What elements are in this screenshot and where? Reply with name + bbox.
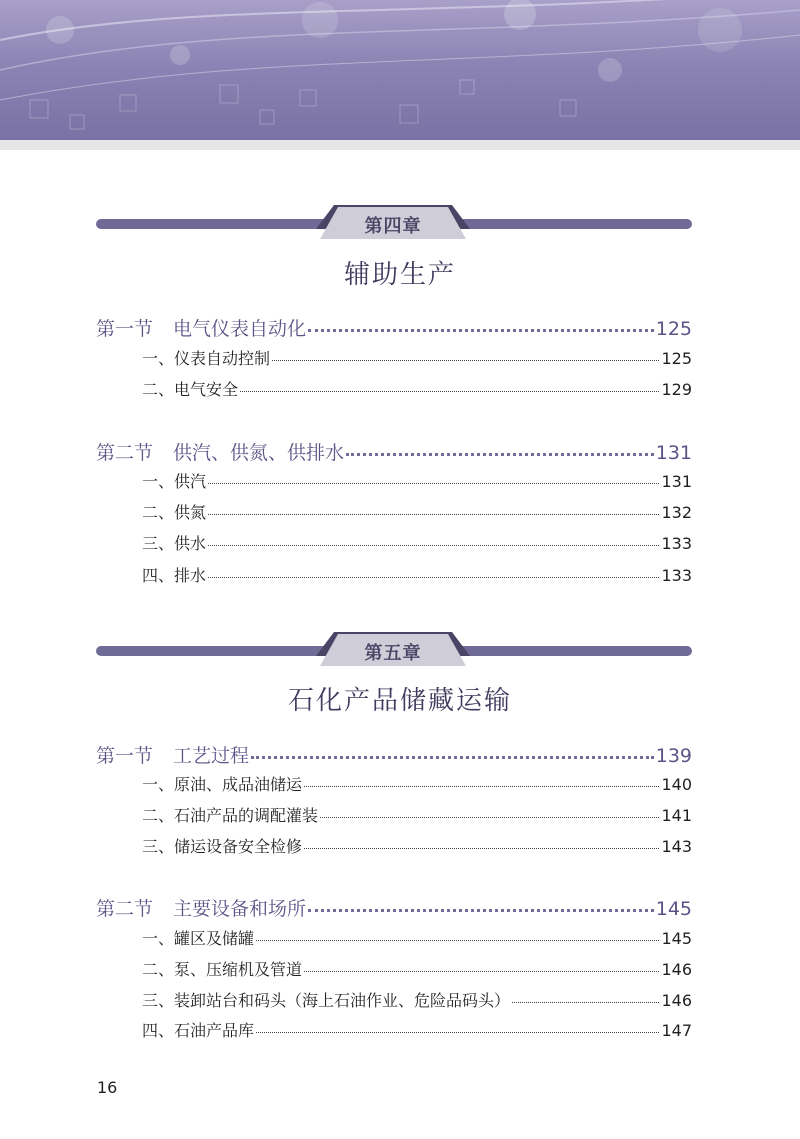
header-banner: [0, 0, 800, 140]
section-number: 第二节: [96, 898, 154, 920]
section-title: 供汽、供氮、供排水: [173, 442, 345, 464]
toc-item-entry[interactable]: [142, 957, 692, 980]
item-title: 二、石油产品的调配灌装: [142, 806, 319, 825]
dot-leader: [208, 577, 659, 578]
toc-item-entry[interactable]: [142, 469, 692, 492]
toc-item-entry[interactable]: [142, 772, 692, 795]
dot-leader: [208, 545, 659, 546]
page-number: 16: [97, 1078, 118, 1097]
toc-item-entry[interactable]: [142, 1018, 692, 1041]
toc-section-entry[interactable]: [96, 741, 692, 768]
item-title: 一、原油、成品油储运: [142, 775, 303, 794]
toc-item-entry[interactable]: [142, 926, 692, 949]
item-title: 一、供汽: [142, 472, 207, 491]
toc-item-entry[interactable]: [142, 563, 692, 586]
item-title: 二、泵、压缩机及管道: [142, 960, 303, 979]
chapter-tab: [316, 205, 470, 239]
item-title: 一、仪表自动控制: [142, 349, 271, 368]
item-title: 二、供氮: [142, 503, 207, 522]
item-title: 四、石油产品库: [142, 1021, 255, 1040]
item-title: 三、供水: [142, 534, 207, 553]
item-page: 146: [661, 991, 692, 1010]
chapter-label: 第四章: [364, 216, 422, 237]
item-page: 147: [661, 1021, 692, 1040]
item-page: 140: [661, 775, 692, 794]
dot-leader: [308, 909, 654, 912]
toc-section-entry[interactable]: [96, 314, 692, 341]
chapter-label: 第五章: [364, 643, 422, 664]
toc-item-entry[interactable]: [142, 500, 692, 523]
chapter-heading-bar: [96, 205, 692, 245]
item-title: 二、电气安全: [142, 380, 239, 399]
dot-leader: [304, 848, 659, 849]
dot-leader: [304, 786, 659, 787]
chapter-tab: [316, 632, 470, 666]
toc-item-entry[interactable]: [142, 988, 692, 1011]
toc-item-entry[interactable]: [142, 377, 692, 400]
toc-item-entry[interactable]: [142, 531, 692, 554]
item-page: 131: [661, 472, 692, 491]
toc-section-entry[interactable]: [96, 894, 692, 921]
item-page: 125: [661, 349, 692, 368]
section-title: 电气仪表自动化: [173, 318, 307, 340]
item-title: 一、罐区及储罐: [142, 929, 255, 948]
section-page: 125: [655, 318, 692, 340]
toc-item-entry[interactable]: [142, 346, 692, 369]
dot-leader: [320, 817, 659, 818]
section-title: 主要设备和场所: [173, 898, 307, 920]
section-title: 工艺过程: [173, 745, 250, 767]
item-title: 四、排水: [142, 566, 207, 585]
section-number: 第一节: [96, 318, 154, 340]
item-title: 三、装卸站台和码头（海上石油作业、危险品码头）: [142, 991, 511, 1010]
section-page: 145: [655, 898, 692, 920]
section-page: 139: [655, 745, 692, 767]
section-page: 131: [655, 442, 692, 464]
dot-leader: [208, 483, 659, 484]
item-page: 141: [661, 806, 692, 825]
chapter-title: 辅助生产: [343, 260, 456, 290]
section-number: 第二节: [96, 442, 154, 464]
item-page: 146: [661, 960, 692, 979]
toc-item-entry[interactable]: [142, 834, 692, 857]
item-title: 三、储运设备安全检修: [142, 837, 303, 856]
dot-leader: [251, 756, 654, 759]
section-number: 第一节: [96, 745, 154, 767]
banner-divider: [0, 140, 800, 150]
dot-leader: [256, 1032, 659, 1033]
dot-leader: [256, 940, 659, 941]
dot-leader: [308, 329, 654, 332]
dot-leader: [208, 514, 659, 515]
item-page: 143: [661, 837, 692, 856]
dot-leader: [272, 360, 659, 361]
item-page: 145: [661, 929, 692, 948]
item-page: 129: [661, 380, 692, 399]
item-page: 133: [661, 534, 692, 553]
item-page: 132: [661, 503, 692, 522]
dot-leader: [346, 453, 654, 456]
chapter-title: 石化产品储藏运输: [287, 686, 512, 716]
dot-leader: [240, 391, 659, 392]
dot-leader: [512, 1002, 659, 1003]
banner-pattern: [0, 0, 800, 140]
chapter-heading-bar: [96, 632, 692, 672]
item-page: 133: [661, 566, 692, 585]
toc-section-entry[interactable]: [96, 438, 692, 465]
toc-item-entry[interactable]: [142, 803, 692, 826]
dot-leader: [304, 971, 659, 972]
